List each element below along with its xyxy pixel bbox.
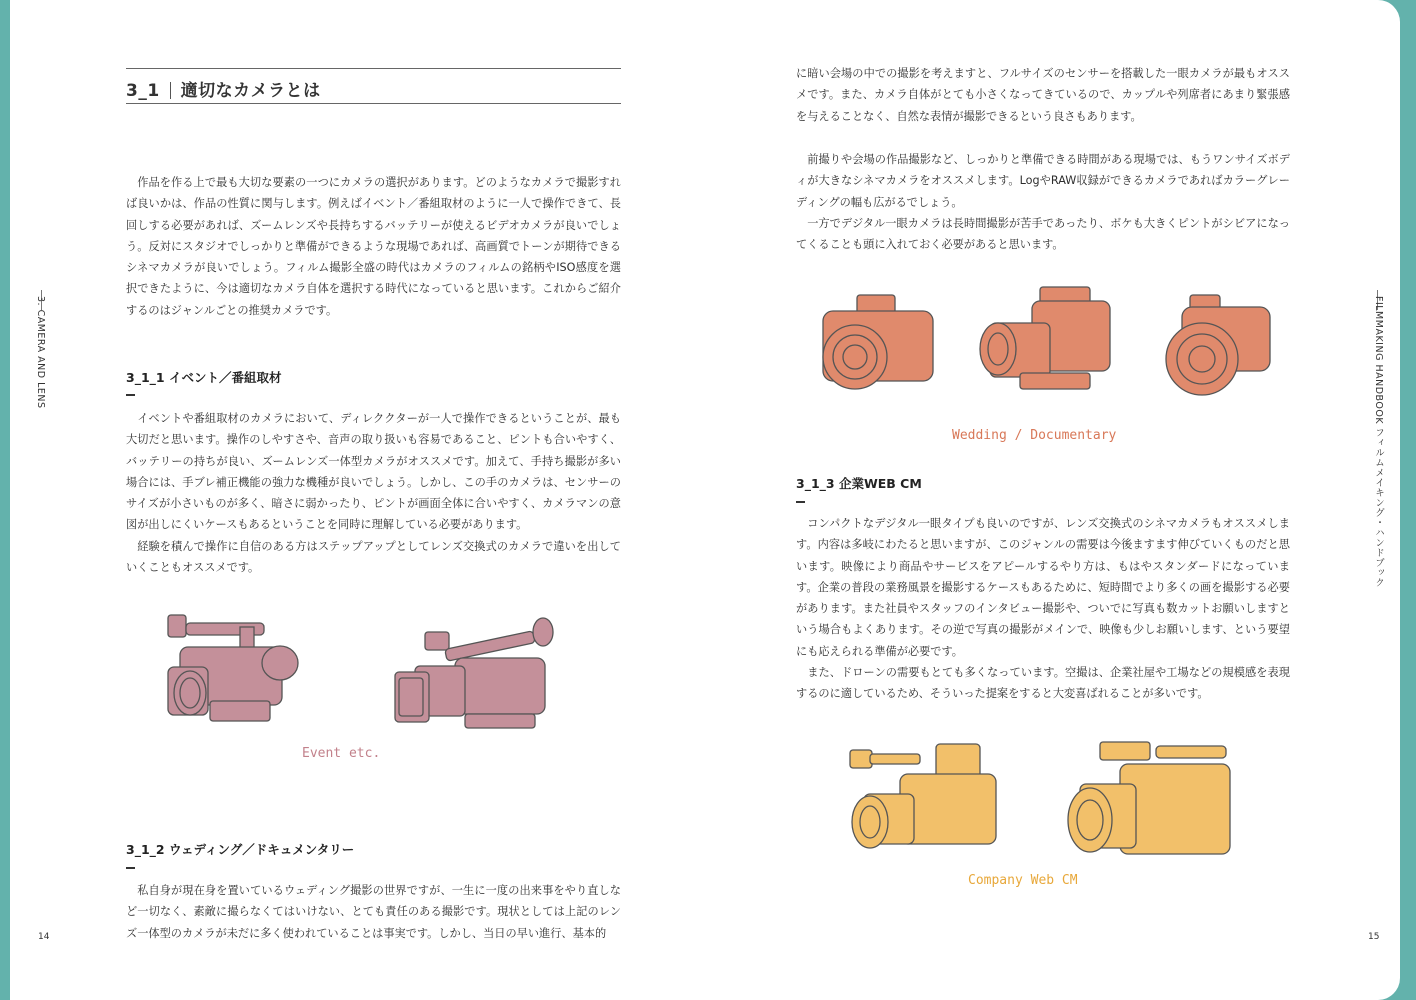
subheading-wedding: 3_1_2 ウェディング／ドキュメンタリー — [126, 842, 355, 857]
page-number-left: 14 — [38, 932, 50, 942]
book-spread — [10, 0, 1400, 1000]
camcorder-icon — [160, 605, 310, 735]
chapter-side-label: 3. CAMERA AND LENS — [35, 296, 46, 409]
subheading-dash — [126, 867, 135, 869]
company-text: コンパクトなデジタル一眼タイプも良いのですが、レンズ交換式のシネマカメラもオススメします。内容は多岐にわたると思いますが、このジャンルの需要は今後ますます伸びていくものだと思います。映像により商品やサービスをアピールするやり方は、もはやスタンダードになっています。企業の普段の業務風景を撮影するケースもあるために、短時間でより多くの画を撮影する必要があります。また社員やスタッフのインタビュー撮影や、ついでに写真も数カットお願いしますという場合もよくあります。その逆で写真の撮影がメインで、映像も少しお願いします、という要望にも応えられる準備が必要です。 また、ドローンの需要もとても多くなっています。空撮は、企業社屋や工場などの規模感を表現するのに適しているため、そういった提案をすると大変喜ばれることが多いです。 — [796, 517, 1290, 701]
page-number-right: 15 — [1368, 932, 1380, 942]
section-title — [126, 76, 321, 101]
book-side-label: FILMMAKING HANDBOOK フィルムメイキング・ハンドブック — [1373, 296, 1384, 588]
event-caption: Event etc. — [302, 746, 381, 761]
cinema-camera-icon — [840, 740, 1005, 860]
title-rule-bottom — [126, 103, 621, 104]
cinema-camera-icon — [970, 287, 1120, 397]
subheading-company: 3_1_3 企業WEB CM — [796, 476, 922, 491]
cinema-camera-icon — [1060, 740, 1235, 865]
camcorder-icon — [395, 618, 565, 738]
subheading-dash — [796, 501, 805, 503]
event-text: イベントや番組取材のカメラにおいて、ディレククターが一人で操作できるということが、最も大切だと思います。操作のしやすさや、音声の取り扱いも容易であること、ピントも合いやすく、バッテリーの持ちが良い、ズームレンズ一体型カメラがオススメです。加えて、手持ち撮影が多い場合には、手ブレ補正機能の強力な機種が良いでしょう。しかし、この手のカメラは、センサーのサイズが小さいものが多く、暗さに弱かったり、ピントが画面全体に合いやすく、カメラマンの意図が出しにくいケースもあるということを同時に理解している必要があります。 経験を積んで操作に自信のある方はステップアップとしてレンズ交換式のカメラで違いを出していくこともオススメです。 — [126, 412, 621, 575]
title-rule-top — [126, 68, 621, 69]
intro-text: 作品を作る上で最も大切な要素の一つにカメラの選択があります。どのようなカメラで撮影すれば良いかは、作品の性質に関与します。例えばイベント／番組取材のように一人で操作できて、長回しする必要があれば、ズームレンズや長持ちするバッテリーが使えるビデオカメラが良いでしょう。反対にスタジオでしっかりと準備ができるような現場であれば、高画質でトーンが期待できるシネマカメラが良いでしょう。フィルム撮影全盛の時代はカメラのフィルムの銘柄やISO感度を選択できたように、今は適切なカメラ自体を選択する時代になっていると思います。これからご紹介するのはジャンルごとの推奨カメラです。 — [126, 176, 621, 317]
wedding-text: 私自身が現在身を置いているウェディング撮影の世界ですが、一生に一度の出来事をやり直しなど一切なく、素敵に撮らなくてはいけない、とても責任のある撮影です。現状としては上記のレンズ一体型のカメラが未だに多く使われていることは事実です。しかし、当日の早い進行、基本的 — [126, 884, 621, 940]
subheading-dash — [126, 394, 135, 396]
section-title-text: 適切なカメラとは — [180, 81, 321, 101]
subheading-event: 3_1_1 イベント／番組取材 — [126, 370, 282, 385]
cinema-camera-text: 前撮りや会場の作品撮影など、しっかりと準備できる時間がある現場では、もうワンサイズボディが大きなシネマカメラをオススメします。LogやRAW収録ができるカメラであればカラーグレーディングの幅も広がるでしょう。 一方でデジタル一眼カメラは長時間撮影が苦手であったり、ボケも大きくピントがシビアになってくることも頭に入れておく必要があると思います。 — [796, 153, 1290, 252]
company-caption: Company Web CM — [968, 873, 1078, 888]
dslr-camera-icon — [815, 293, 935, 393]
wedding-caption: Wedding / Documentary — [952, 428, 1117, 443]
dslr-camera-icon — [1160, 293, 1280, 403]
section-number: 3_1 — [126, 81, 160, 101]
continued-text: に暗い会場の中での撮影を考えますと、フルサイズのセンサーを搭載した一眼カメラが最もオススメです。また、カメラ自体がとても小さくなってきているので、カップルや列席者にあまり緊張感を与えることなく、自然な表情が撮影できるという良さもあります。 — [796, 67, 1290, 123]
